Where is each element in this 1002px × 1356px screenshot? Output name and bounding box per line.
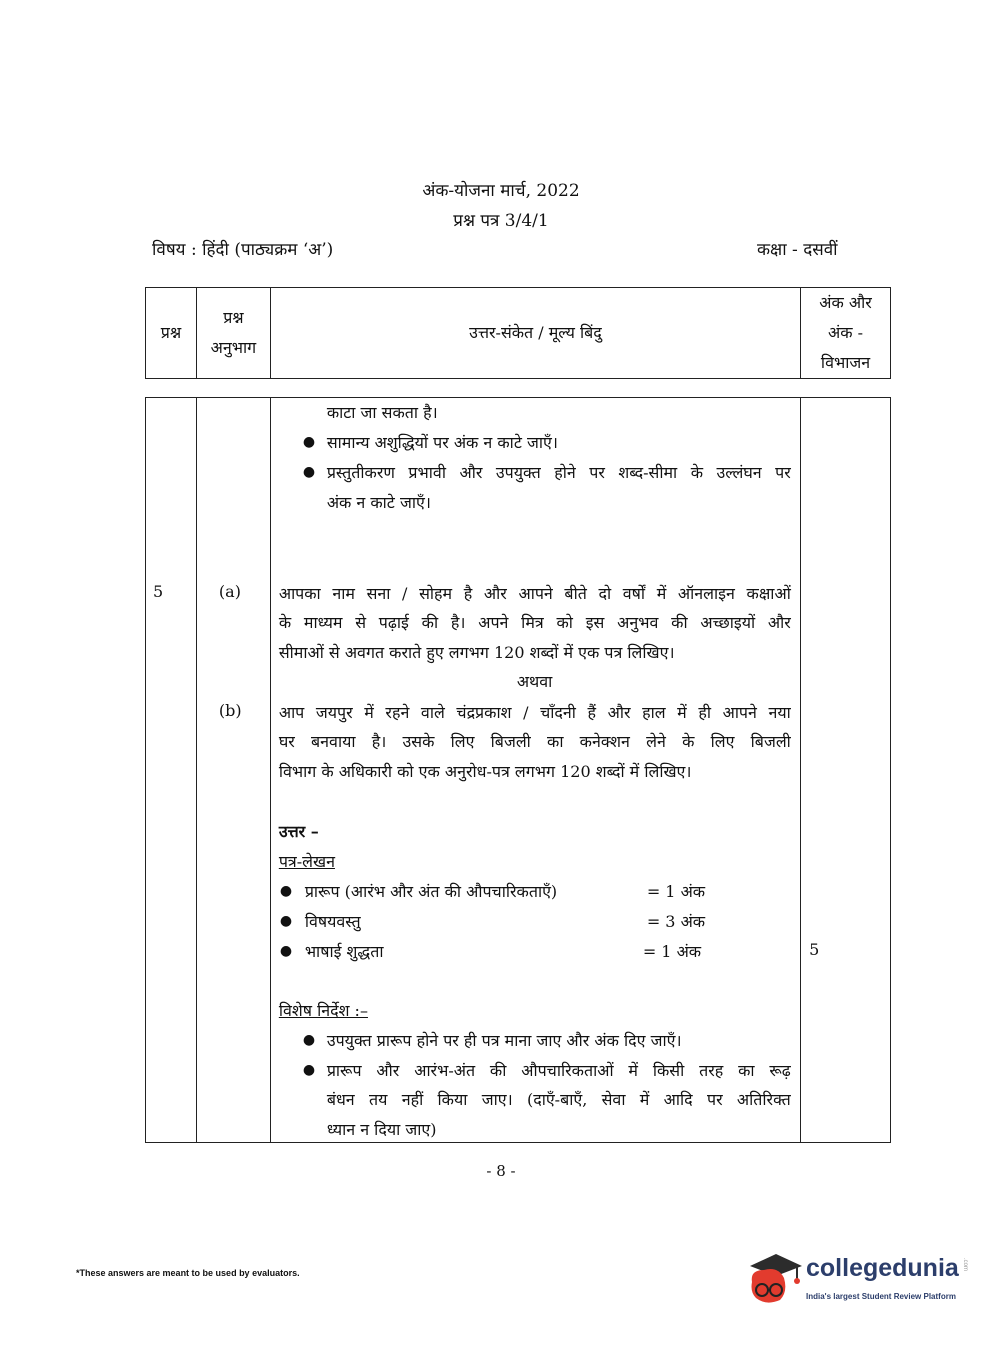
page-number: - 8 -	[486, 1162, 516, 1180]
logo-wordmark: collegedunia	[806, 1254, 959, 1282]
special-2-line3: ध्यान न दिया जाए)	[326, 1120, 437, 1139]
bullet-dot: ●	[302, 1032, 316, 1048]
scheme-item-marks: = 1 अंक	[642, 942, 702, 961]
logo-tagline: India's largest Student Review Platform	[806, 1292, 956, 1301]
part-cell	[196, 398, 270, 1143]
part-b-label: (b)	[218, 701, 242, 720]
subject-label: विषय : हिंदी (पाठ्यक्रम ‘अ’)	[152, 240, 334, 260]
special-2-line2: बंधन तय नहीं किया जाए। (दाएँ-बाएँ, सेवा में आदि पर अतिरिक्त	[326, 1090, 791, 1109]
part-b-text-line2: घर बनवाया है। उसके लिए बिजली का कनेक्शन लेने के लिए बिजली	[278, 732, 791, 751]
class-label: कक्षा - दसवीं	[757, 240, 838, 260]
bullet-dot: ●	[279, 883, 293, 899]
answer-cell	[270, 398, 800, 1143]
special-1: उपयुक्त प्रारूप होने पर ही पत्र माना जाए और अंक दिए जाएँ।	[326, 1031, 682, 1050]
bullet-dot: ●	[302, 464, 316, 480]
question-cell	[146, 398, 197, 1143]
col-answer: उत्तर-संकेत / मूल्य बिंदु	[270, 288, 800, 379]
logo-com: .com	[962, 1258, 968, 1272]
document-title: अंक-योजना मार्च, 2022	[422, 181, 580, 201]
part-a-text-line1: आपका नाम सना / सोहम है और आपने बीते दो वर्षों में ऑनलाइन कक्षाओं	[278, 584, 791, 603]
col-marks	[801, 288, 891, 379]
paper-code: प्रश्न पत्र 3/4/1	[453, 211, 549, 231]
special-heading: विशेष निर्देश :–	[278, 1001, 368, 1020]
carryover-bullet-2-line2: अंक न काटे जाएँ।	[326, 493, 431, 512]
special-2-line1: प्रारूप और आरंभ-अंत की औपचारिकताओं में किसी तरह का रूढ़	[326, 1061, 791, 1080]
part-b-text-line3: विभाग के अधिकारी को एक अनुरोध-पत्र लगभग 120 शब्दों में लिखिए।	[278, 762, 692, 781]
col-question: प्रश्न	[146, 288, 197, 379]
bullet-dot: ●	[279, 943, 293, 959]
question-number: 5	[153, 582, 164, 601]
table-body	[145, 397, 891, 1143]
col-part-line2: अनुभाग	[210, 338, 257, 357]
marks-cell	[801, 398, 891, 1143]
total-marks: 5	[809, 940, 820, 959]
table-header	[145, 287, 891, 379]
carryover-line: काटा जा सकता है।	[326, 403, 438, 422]
bullet-dot: ●	[279, 913, 293, 929]
col-marks-line2: अंक -	[828, 323, 864, 342]
answer-label: उत्तर –	[278, 822, 319, 841]
scheme-item-label: विषयवस्तु	[304, 912, 361, 931]
footnote: *These answers are meant to be used by evaluators.	[76, 1268, 300, 1278]
part-b-text-line1: आप जयपुर में रहने वाले चंद्रप्रकाश / चाँदनी हैं और हाल में ही आपने नया	[278, 703, 791, 722]
col-marks-line1: अंक और	[819, 293, 872, 312]
scheme-item-label: प्रारूप (आरंभ और अंत की औपचारिकताएँ)	[304, 882, 558, 901]
scheme-item-marks: = 1 अंक	[646, 882, 706, 901]
bullet-dot: ●	[302, 1062, 316, 1078]
bullet-dot: ●	[302, 434, 316, 450]
mascot-icon	[744, 1248, 804, 1310]
carryover-bullet-1: सामान्य अशुद्धियों पर अंक न काटे जाएँ।	[326, 433, 558, 452]
col-part-line1: प्रश्न	[223, 308, 244, 327]
scheme-item-marks: = 3 अंक	[646, 912, 706, 931]
carryover-bullet-2-line1: प्रस्तुतीकरण प्रभावी और उपयुक्त होने पर शब्द-सीमा के उल्लंघन पर	[326, 463, 791, 482]
scheme-item-label: भाषाई शुद्धता	[304, 942, 384, 961]
collegedunia-logo	[744, 1248, 974, 1316]
answer-heading: पत्र-लेखन	[278, 852, 335, 871]
col-part	[196, 288, 270, 379]
part-a-text-line2: के माध्यम से पढ़ाई की है। अपने मित्र को इस अनुभव की अच्छाइयों और	[278, 613, 791, 632]
part-a-label: (a)	[218, 582, 241, 601]
col-marks-line3: विभाजन	[820, 353, 871, 372]
part-a-text-line3: सीमाओं से अवगत कराते हुए लगभग 120 शब्दों में एक पत्र लिखिए।	[278, 643, 675, 662]
or-divider: अथवा	[516, 672, 553, 691]
